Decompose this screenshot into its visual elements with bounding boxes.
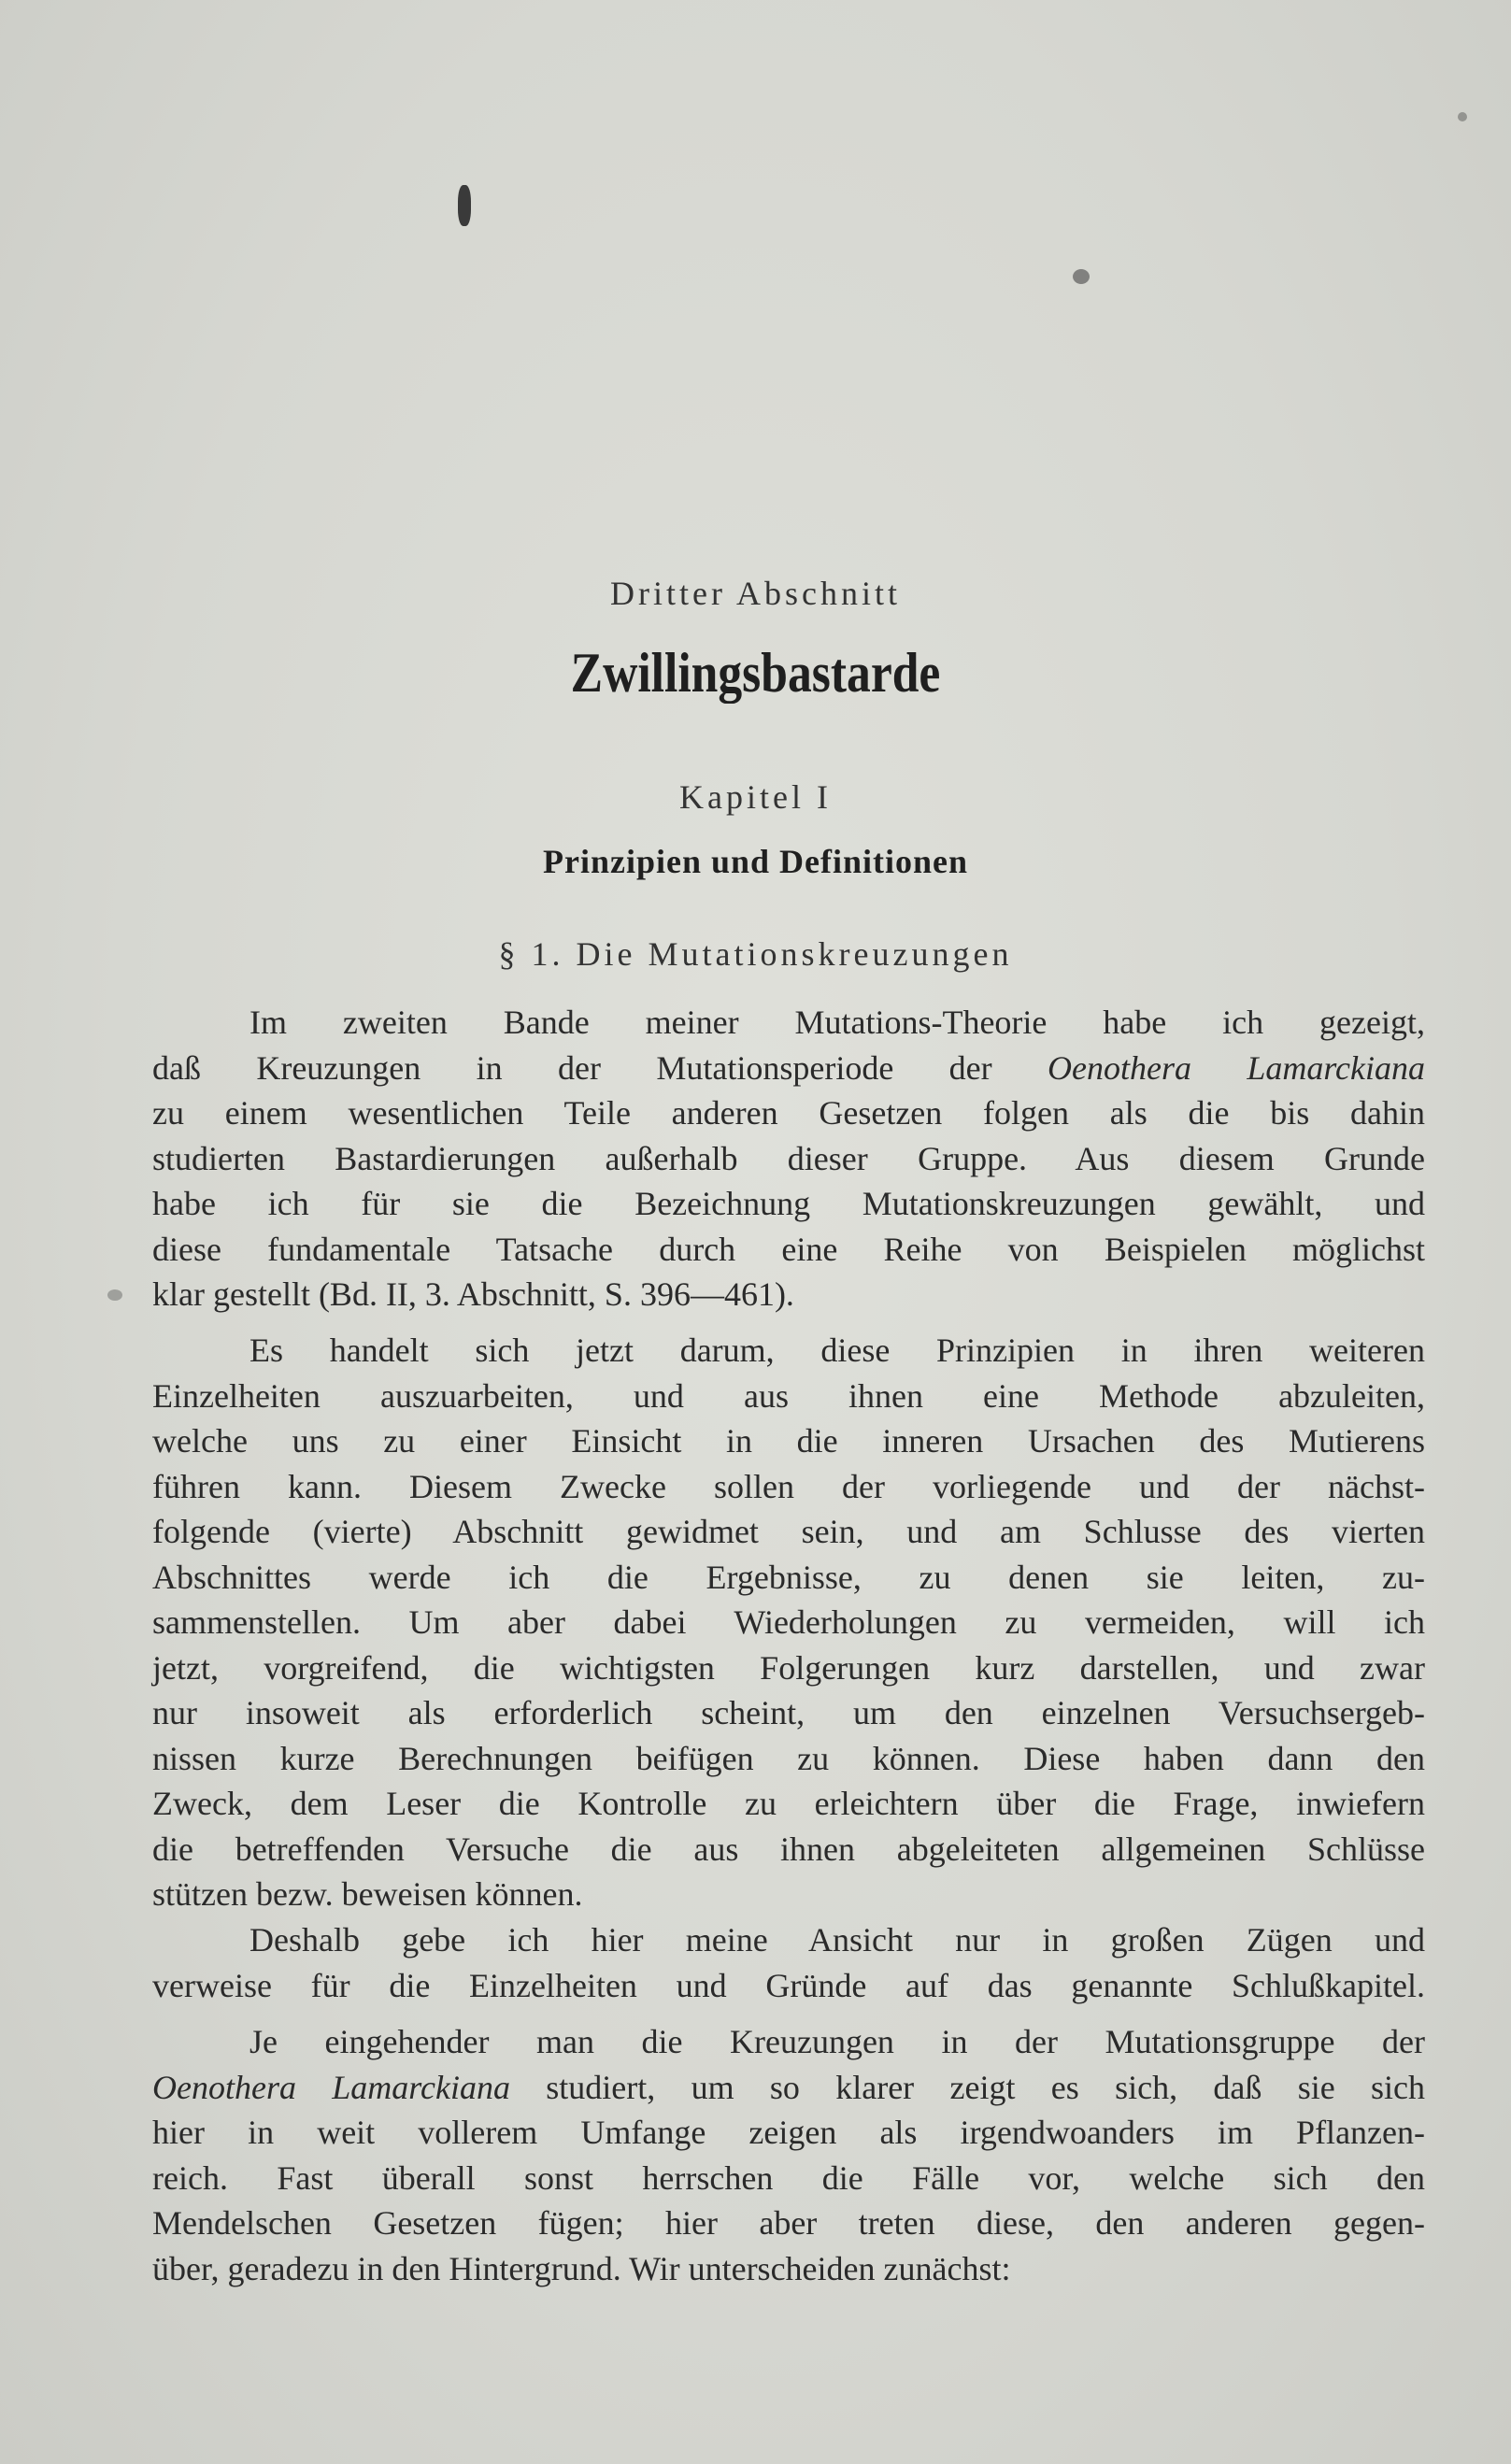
text-line: nur insoweit als erforderlich scheint, um den einzelnen Versuchsergeb- bbox=[152, 1694, 1425, 1731]
chapter-label: Kapitel I bbox=[679, 778, 832, 816]
text-line: zu einem wesentlichen Teile anderen Gesetzen folgen als die bis dahin bbox=[152, 1094, 1425, 1132]
text-line: Zweck, dem Leser die Kontrolle zu erleichtern über die Frage, inwiefern bbox=[152, 1785, 1425, 1822]
text-line: führen kann. Diesem Zwecke sollen der vorliegende und der nächst- bbox=[152, 1467, 1425, 1505]
text-line: Abschnittes werde ich die Ergebnisse, zu denen sie leiten, zu- bbox=[152, 1558, 1425, 1596]
ink-speck bbox=[1073, 269, 1090, 284]
ink-speck bbox=[1458, 112, 1467, 121]
text-line: Deshalb gebe ich hier meine Ansicht nur in großen Zügen und bbox=[249, 1921, 1425, 1958]
text-line: verweise für die Einzelheiten und Gründe auf das genannte Schlußkapitel. bbox=[152, 1966, 1425, 2004]
text-line-content: daß Kreuzungen in der Mutationsperiode der Oenothera Lamarckiana bbox=[152, 1048, 1425, 1087]
text-line: über, geradezu in den Hintergrund. Wir unterscheiden zunächst: bbox=[152, 2249, 1011, 2287]
body-paragraph bbox=[152, 1917, 1425, 2008]
ink-speck bbox=[458, 185, 471, 226]
species-name: Oenothera Lamarckiana bbox=[152, 2068, 510, 2106]
text-line: habe ich für sie die Bezeichnung Mutationskreuzungen gewählt, und bbox=[152, 1185, 1425, 1222]
text-line: Oenothera Lamarckiana studiert, um so klarer zeigt es sich, daß sie sich bbox=[152, 2068, 1426, 2106]
text-line: studierten Bastardierungen außerhalb dieser Gruppe. Aus diesem Grunde bbox=[152, 1139, 1425, 1177]
section-label: Dritter Abschnitt bbox=[610, 575, 901, 612]
text-line: Je eingehender man die Kreuzungen in der Mutationsgruppe der bbox=[249, 2023, 1425, 2060]
text-line: Mendelschen Gesetzen fügen; hier aber treten diese, den anderen gegen- bbox=[152, 2204, 1425, 2242]
text-line: folgende (vierte) Abschnitt gewidmet sein, und am Schlusse des vierten bbox=[152, 1513, 1425, 1550]
text-line: klar gestellt (Bd. II, 3. Abschnitt, S. 396—461). bbox=[152, 1275, 794, 1313]
text-line: hier in weit vollerem Umfange zeigen als irgendwoanders im Pflanzen- bbox=[152, 2114, 1425, 2151]
species-name: Oenothera Lamarckiana bbox=[1048, 1048, 1425, 1087]
text-line: diese fundamentale Tatsache durch eine Reihe von Beispielen möglichst bbox=[152, 1230, 1425, 1268]
body-paragraph bbox=[152, 1000, 1425, 1317]
text-line: stützen bezw. beweisen können. bbox=[152, 1875, 583, 1913]
text-line: Es handelt sich jetzt darum, diese Prinzipien in ihren weiteren bbox=[249, 1332, 1425, 1369]
text-line bbox=[152, 1046, 1425, 1091]
text-line: nissen kurze Berechnungen beifügen zu können. Diese haben dann den bbox=[152, 1739, 1425, 1777]
text-line: reich. Fast überall sonst herrschen die Fälle vor, welche sich den bbox=[152, 2158, 1425, 2197]
paragraph-heading: § 1. Die Mutationskreuzungen bbox=[498, 935, 1013, 973]
body-paragraph bbox=[152, 1328, 1425, 1917]
body-paragraph bbox=[152, 2019, 1425, 2291]
text-line: jetzt, vorgreifend, die wichtigsten Folgerungen kurz darstellen, und zwar bbox=[152, 1648, 1425, 1687]
ink-speck bbox=[107, 1289, 122, 1301]
text-line: die betreffenden Versuche die aus ihnen abgeleiteten allgemeinen Schlüsse bbox=[152, 1830, 1425, 1868]
text-line: sammenstellen. Um aber dabei Wiederholungen zu vermeiden, will ich bbox=[152, 1603, 1425, 1641]
chapter-title: Prinzipien und Definitionen bbox=[542, 843, 969, 880]
text-line: Einzelheiten auszuarbeiten, und aus ihnen eine Methode abzuleiten, bbox=[152, 1376, 1425, 1415]
text-line: Im zweiten Bande meiner Mutations-Theorie habe ich gezeigt, bbox=[249, 1004, 1425, 1041]
text-line: welche uns zu einer Einsicht in die inneren Ursachen des Mutierens bbox=[152, 1422, 1425, 1460]
section-title: Zwillingsbastarde bbox=[570, 642, 941, 704]
